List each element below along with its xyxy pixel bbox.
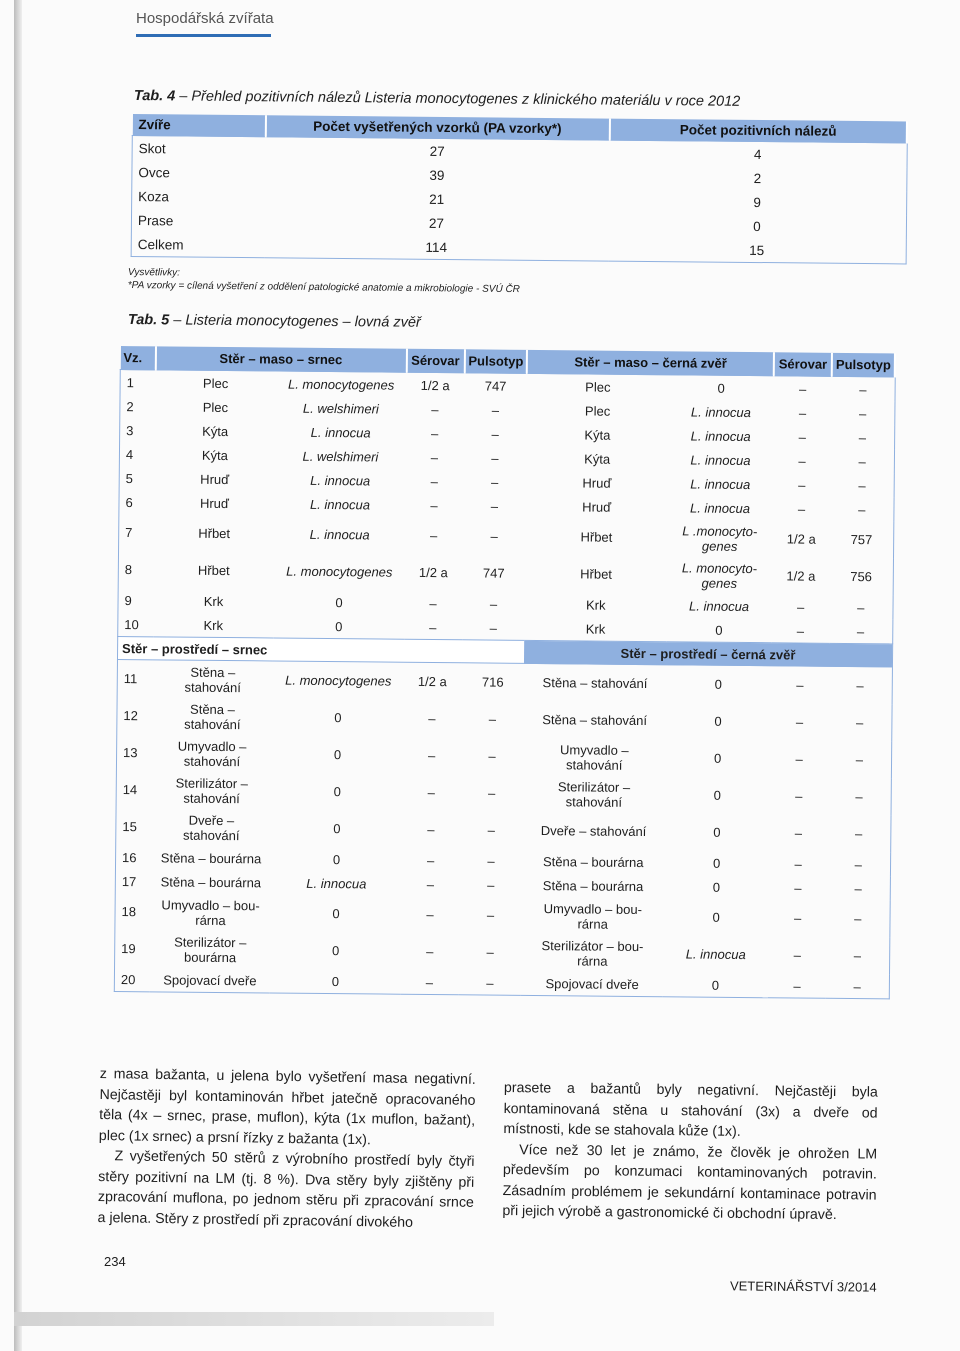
section-label-boar: Stěr – prostředí – černá zvěř (524, 640, 892, 667)
table4-examined: 114 (425, 239, 448, 255)
sample-right: Spojovací dveře (545, 975, 639, 992)
table4-animal: Prase (137, 212, 174, 228)
pulsotype-left: – (491, 474, 499, 490)
result-left: L. innocua (309, 496, 371, 512)
result-right: 0 (712, 855, 721, 871)
serovar-right: – (794, 825, 803, 841)
result-left: 0 (333, 747, 342, 763)
sample-right: Kýta (584, 450, 611, 467)
table4-animal: Celkem (137, 236, 184, 253)
serovar-left: – (431, 401, 439, 417)
sample-left: Sterilizátor – stahování (175, 775, 248, 806)
result-right: L .monocyto- genes (682, 522, 758, 554)
table5-header-meat-boar: Stěr – maso – černá zvěř (527, 350, 774, 376)
table4-explanations (128, 266, 520, 296)
result-right: 0 (711, 977, 720, 993)
vz-number: 17 (121, 873, 137, 889)
result-right: 0 (717, 380, 725, 396)
result-left: L. monocytogenes (287, 376, 395, 393)
sample-left: Kýta (202, 423, 229, 439)
sample-left: Plec (202, 399, 229, 415)
pulsotype-right: – (855, 789, 863, 805)
section-header: Hospodářská zvířata (136, 10, 274, 27)
vz-number: 3 (126, 422, 134, 438)
table4-examined: 39 (429, 167, 445, 183)
paragraph: prasete a bažantů byly negativní. Nejčastěji byla kontaminovaná stěna u stahování (3x) a dveře od místnosti, kde se stahovala kůže (1x). (503, 1079, 878, 1140)
serovar-left: – (431, 425, 439, 441)
vz-number: 19 (121, 941, 136, 957)
sample-right: Hruď (582, 498, 612, 515)
page-number: 234 (104, 1254, 126, 1269)
table4-label: Tab. 4 (133, 88, 176, 105)
result-right: L. innocua (689, 499, 751, 516)
paragraph: Z vyšetřených 50 stěrů z výrobního prostředí byly čtyři stěry pozitivní na LM (tj. 8 %). Dva stěry byly zjištěny při zpracování muflona, po jednom stěru při zpracování srnce a jelena. Stěry z prostředí při zpracování divokého (97, 1148, 475, 1231)
pulsotype-left: 716 (481, 674, 504, 690)
pulsotype-left: – (486, 944, 494, 960)
result-right: L. innocua (689, 597, 750, 614)
result-left: L. monocytogenes (286, 563, 393, 580)
sample-left: Kýta (201, 447, 229, 463)
pulsotype-right: – (858, 477, 866, 493)
vz-number: 9 (124, 592, 132, 608)
serovar-right: – (795, 714, 804, 730)
result-left: 0 (333, 821, 341, 837)
pulsotype-right: – (854, 880, 862, 896)
result-left: L. welshimeri (302, 400, 379, 416)
result-right: 0 (714, 676, 723, 692)
result-left: L. innocua (310, 472, 371, 488)
serovar-right: – (797, 501, 806, 517)
table5-header-serovar-left: Sérovar (406, 349, 464, 373)
pulsotype-left: – (488, 748, 496, 764)
result-left: 0 (332, 943, 340, 959)
sample-right: Hřbet (580, 566, 613, 582)
vz-number: 8 (124, 562, 133, 578)
table4-header-positive: Počet pozitivních nálezů (609, 119, 907, 143)
result-left: 0 (335, 618, 343, 634)
pulsotype-right: 756 (850, 569, 873, 585)
table4-animal: Ovce (138, 164, 171, 180)
table4-caption: – Přehled pozitivních nálezů Listeria monocytogenes z klinického materiálu v roce 2012 (175, 88, 741, 110)
pulsotype-right: – (855, 752, 864, 768)
serovar-left: – (426, 876, 435, 892)
table4 (131, 114, 908, 264)
pulsotype-right: – (856, 715, 864, 731)
explanations-text: *PA vzorky = cílená vyšetření z oddělení patologické anatomie a mikrobiologie - SVÚ ČR (127, 279, 520, 296)
serovar-left: – (426, 852, 435, 868)
sample-left: Umyvadlo – stahování (177, 738, 247, 769)
result-right: L. innocua (690, 427, 751, 444)
result-right: L. innocua (690, 403, 752, 420)
serovar-left: – (426, 943, 434, 960)
pulsotype-left: – (487, 877, 495, 893)
sample-right: Krk (585, 596, 606, 613)
pulsotype-left: – (490, 528, 498, 544)
table5-meat-rows (118, 370, 895, 644)
result-left: L. welshimeri (302, 448, 379, 464)
text-column-left (97, 1064, 476, 1234)
serovar-right: – (795, 751, 803, 767)
serovar-left: 1/2 a (420, 377, 450, 393)
serovar-left: – (427, 821, 435, 838)
serovar-right: – (799, 381, 807, 397)
result-left: 0 (331, 973, 340, 989)
scan-edge (14, 0, 22, 1351)
pulsotype-left: – (491, 426, 499, 442)
result-left: 0 (335, 594, 343, 610)
table4-animal: Skot (138, 140, 166, 156)
sample-right: Sterilizátor – bou- rárna (541, 937, 644, 969)
serovar-right: 1/2 a (786, 531, 816, 547)
sample-left: Hruď (199, 495, 230, 511)
paragraph: Více než 30 let je známo, že člověk je ohrožen LM především po konzumaci kontaminovaných potravin. Zásadním problémem je sekundární kontaminace potravin při jejich výrobě a gastronomické či obchodní úpravě. (502, 1141, 878, 1224)
serovar-right: – (793, 910, 802, 926)
pulsotype-left: – (487, 822, 496, 838)
table4-examined: 27 (429, 143, 445, 159)
serovar-left: – (428, 710, 436, 727)
sample-left: Hřbet (197, 562, 230, 579)
vz-number: 16 (122, 849, 137, 865)
table4-examined: 21 (429, 191, 445, 207)
result-right: 0 (713, 824, 721, 840)
sample-left: Krk (203, 593, 224, 609)
serovar-right: – (798, 405, 807, 421)
table4-examined: 27 (428, 215, 445, 231)
vz-number: 12 (123, 708, 138, 724)
serovar-left: – (430, 527, 438, 544)
vz-number: 14 (122, 782, 138, 798)
sample-right: Stěna – stahování (542, 712, 648, 729)
pulsotype-right: – (854, 856, 863, 872)
pulsotype-right: – (859, 381, 867, 397)
result-left: 0 (332, 851, 341, 867)
pulsotype-left: – (491, 450, 499, 466)
pulsotype-right: – (857, 599, 865, 615)
sample-left: Stěna – bourárna (160, 849, 262, 866)
serovar-left: – (429, 595, 437, 611)
result-left: L. innocua (310, 424, 371, 440)
vz-number: 6 (125, 494, 133, 510)
vz-number: 2 (126, 398, 134, 414)
section-label-deer: Stěr – prostředí – srnec (117, 636, 524, 663)
vz-number: 18 (121, 904, 137, 920)
serovar-right: – (794, 879, 802, 896)
header-underline (136, 34, 271, 37)
sample-right: Stěna – bourárna (542, 853, 644, 870)
sample-left: Umyvadlo – bou- rárna (161, 896, 260, 928)
serovar-left: 1/2 a (417, 673, 447, 690)
serovar-right: 1/2 a (786, 568, 816, 584)
serovar-right: – (793, 947, 801, 963)
pulsotype-left: 747 (484, 378, 507, 394)
sample-left: Hřbet (198, 525, 231, 542)
vz-number: 15 (122, 819, 137, 835)
serovar-right: – (796, 677, 804, 693)
pulsotype-left: – (489, 596, 498, 612)
table4-header-examined: Počet vyšetřených vzorků (PA vzorky*) (265, 115, 609, 140)
sample-right: Stěna – bourárna (542, 877, 644, 894)
result-left: L. innocua (309, 526, 370, 543)
pulsotype-right: – (856, 678, 864, 694)
serovar-left: – (427, 784, 435, 801)
serovar-left: 1/2 a (418, 564, 448, 581)
table5-environment-rows (114, 659, 892, 998)
serovar-right: – (793, 977, 801, 994)
serovar-left: – (430, 449, 439, 465)
pulsotype-right: – (858, 453, 866, 469)
sample-right: Umyvadlo – stahování (559, 741, 629, 773)
vz-number: 4 (125, 446, 134, 462)
pulsotype-right: – (858, 501, 866, 517)
table4-positive: 2 (753, 170, 762, 186)
serovar-left: – (430, 497, 438, 513)
sample-right: Umyvadlo – bou- rárna (543, 900, 643, 932)
sample-left: Dveře – stahování (183, 812, 240, 843)
pulsotype-left: – (488, 785, 496, 801)
result-right: L. innocua (690, 475, 751, 492)
vz-number: 11 (123, 671, 138, 687)
vz-number: 5 (125, 470, 134, 486)
result-right: L. monocyto- genes (681, 559, 758, 591)
sample-right: Hruď (582, 474, 612, 491)
table4-positive: 15 (749, 242, 765, 258)
serovar-left: – (426, 906, 434, 923)
table4-header-animal: Zvíře (132, 114, 265, 137)
paragraph: z masa bažanta, u jelena bylo vyšetření masa negativní. Nejčastěji byl kontaminován hřbet jatečně opracovaného těla (4x – srnec, prase, muflon), kýta (1x muflon, bažant), plec (1x srnec) a prsní řízky z bažanta (1x). (98, 1065, 476, 1148)
explanations-title: Vysvětlivky: (127, 266, 181, 279)
result-left: 0 (332, 906, 340, 922)
table5-header-pulsotype-right: Pulsotyp (832, 353, 895, 377)
pulsotype-left: 747 (482, 565, 505, 581)
result-left: 0 (333, 784, 341, 800)
sample-right: Dveře – stahování (540, 823, 647, 840)
result-left: 0 (334, 710, 342, 726)
table5-header-meat-deer: Stěr – maso – srnec (155, 346, 406, 372)
pulsotype-left: – (491, 402, 500, 418)
pulsotype-left: – (487, 853, 495, 869)
table5-header-serovar-right: Sérovar (774, 352, 832, 376)
serovar-right: – (798, 477, 806, 493)
sample-right: Kýta (584, 426, 611, 443)
pulsotype-right: – (856, 623, 865, 639)
pulsotype-left: – (486, 975, 494, 991)
vz-number: 20 (120, 971, 136, 987)
serovar-right: – (796, 599, 805, 615)
sample-left: Spojovací dveře (163, 971, 257, 988)
result-right: 0 (714, 713, 722, 729)
text-column-right (502, 1078, 878, 1226)
table4-positive: 4 (753, 146, 762, 162)
result-right: L. innocua (685, 946, 746, 963)
table5-label: Tab. 5 (127, 312, 170, 329)
pulsotype-right: – (853, 948, 862, 964)
result-right: 0 (713, 787, 721, 803)
pulsotype-right: – (854, 826, 863, 842)
result-left: L. innocua (306, 875, 367, 891)
table5-header-vz: Vz. (120, 346, 155, 370)
sample-right: Hřbet (580, 529, 613, 545)
sample-right: Stěna – stahování (542, 675, 648, 692)
sample-left: Sterilizátor – bourárna (174, 934, 247, 965)
table4-animal: Koza (138, 188, 170, 204)
pulsotype-right: – (853, 978, 861, 994)
sample-left: Stěna – stahování (184, 701, 241, 732)
table5-caption: – Listeria monocytogenes – lovná zvěř (169, 312, 421, 331)
result-right: 0 (715, 622, 723, 638)
serovar-left: – (425, 974, 434, 990)
pulsotype-left: – (490, 498, 499, 514)
vz-number: 1 (126, 374, 134, 390)
result-right: L. innocua (690, 451, 751, 468)
table5 (114, 346, 896, 999)
sample-left: Hruď (200, 471, 230, 487)
serovar-right: – (794, 855, 802, 872)
serovar-left: – (427, 747, 436, 764)
sample-left: Plec (202, 375, 229, 391)
table4-title (134, 88, 741, 110)
table4-positive: 0 (753, 218, 761, 234)
sample-right: Plec (584, 402, 611, 419)
table5-header-pulsotype-left: Pulsotyp (464, 349, 527, 373)
result-right: 0 (712, 909, 720, 925)
vz-number: 7 (125, 525, 133, 541)
table4-positive: 9 (753, 194, 762, 210)
pulsotype-right: – (858, 429, 867, 445)
sample-left: Stěna – bourárna (160, 873, 262, 890)
journal-name: VETERINÁŘSTVÍ 3/2014 (729, 1278, 877, 1295)
serovar-right: – (798, 453, 806, 469)
sample-left: Stěna – stahování (184, 664, 241, 695)
sample-right: Sterilizátor – stahování (557, 778, 631, 810)
table5-title (128, 312, 421, 331)
sample-right: Krk (585, 620, 606, 637)
pulsotype-right: – (858, 405, 867, 421)
pulsotype-right: 757 (850, 532, 873, 548)
serovar-right: – (795, 788, 803, 804)
pulsotype-right: – (854, 911, 862, 927)
serovar-left: – (429, 619, 437, 635)
vz-number: 13 (123, 745, 138, 761)
pulsotype-left: – (486, 907, 495, 923)
scan-bottom-edge (14, 1312, 494, 1326)
serovar-left: – (430, 473, 438, 489)
serovar-right: – (798, 429, 806, 445)
result-right: 0 (712, 879, 721, 895)
pulsotype-left: – (489, 620, 497, 636)
result-left: L. monocytogenes (285, 672, 392, 689)
result-right: 0 (713, 750, 722, 766)
serovar-right: – (796, 623, 805, 639)
pulsotype-left: – (488, 711, 497, 727)
vz-number: 10 (124, 616, 139, 632)
sample-left: Krk (203, 617, 224, 633)
sample-right: Plec (585, 378, 611, 395)
